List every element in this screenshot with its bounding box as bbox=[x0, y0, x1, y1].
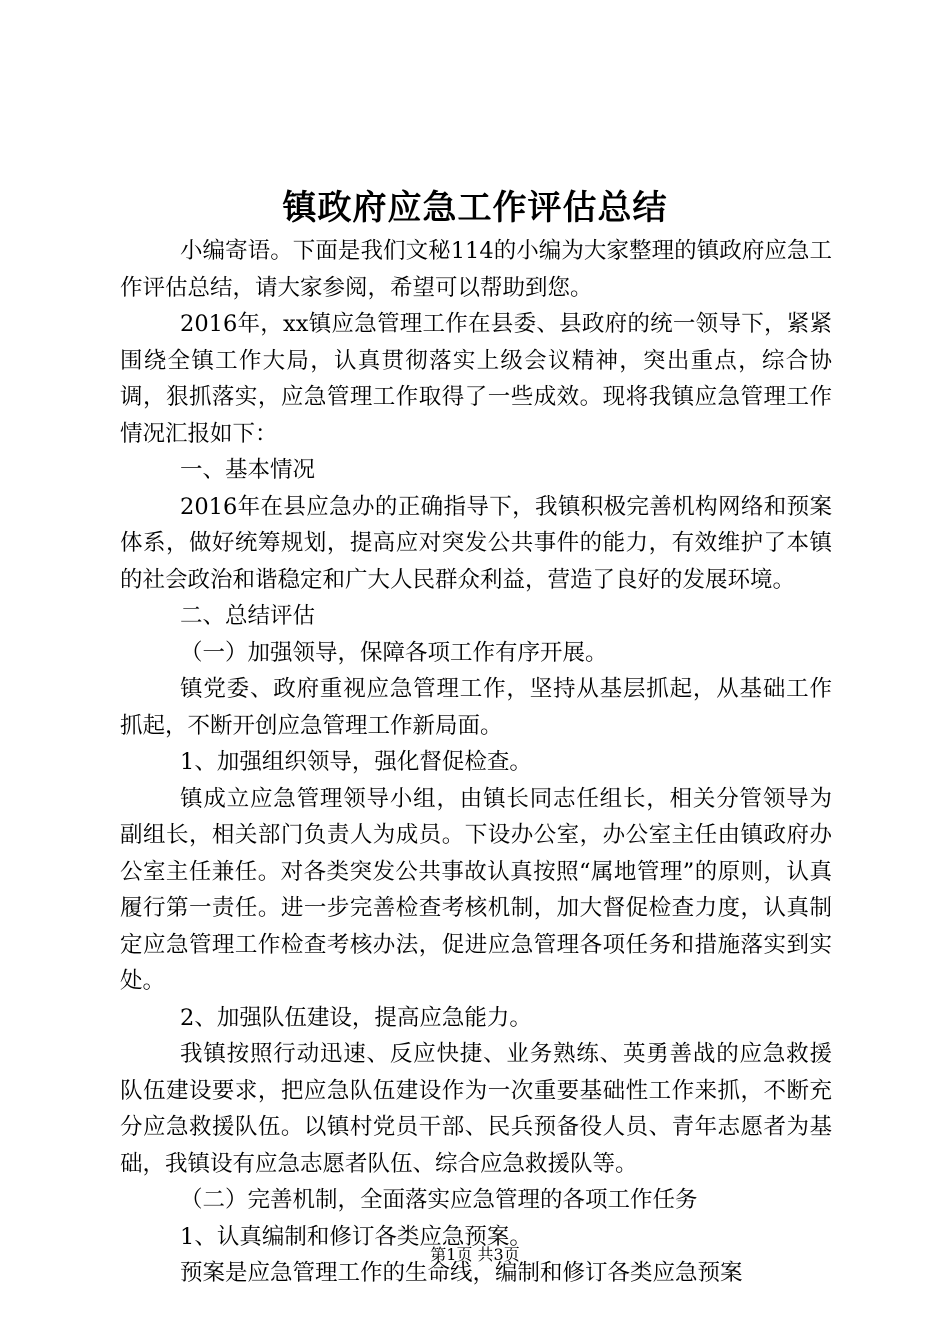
paragraph-summary: 2016年，xx镇应急管理工作在县委、县政府的统一领导下，紧紧围绕全镇工作大局，认真贯彻落实上级会议精神，突出重点，综合协调，狠抓落实，应急管理工作取得了一些成效。现将我镇应急管理工作情况汇报如下： bbox=[120, 311, 832, 447]
paragraph-basic: 2016年在县应急办的正确指导下，我镇积极完善机构网络和预案体系，做好统筹规划，提高应对突发公共事件的能力，有效维护了本镇的社会政治和谐稳定和广大人民群众利益，营造了良好的发展环境。 bbox=[120, 493, 832, 593]
paragraph-leadership: 镇党委、政府重视应急管理工作，坚持从基层抓起，从基础工作抓起，不断开创应急管理工作新局面。 bbox=[120, 676, 832, 739]
document-title: 镇政府应急工作评估总结 bbox=[282, 188, 668, 228]
section-heading-basic: 一、基本情况 bbox=[180, 457, 316, 483]
item-heading-plans: 1、认真编制和修订各类应急预案。 bbox=[180, 1223, 532, 1250]
subheading-mechanism: （二）完善机制，全面落实应急管理的各项工作任务 bbox=[180, 1187, 698, 1213]
item-heading-organization: 1、加强组织领导，强化督促检查。 bbox=[180, 749, 532, 775]
item-heading-team: 2、加强队伍建设，提高应急能力。 bbox=[180, 1004, 532, 1031]
paragraph-team: 我镇按照行动迅速、反应快捷、业务熟练、英勇善战的应急救援队伍建设要求，把应急队伍建设作为一次重要基础性工作来抓，不断充分应急救援队伍。以镇村党员干部、民兵预备役人员、青年志愿者为基础，我镇设有应急志愿者队伍、综合应急救援队等。 bbox=[120, 1041, 832, 1177]
subheading-leadership: （一）加强领导，保障各项工作有序开展。 bbox=[180, 639, 608, 666]
page-footer: 第1页 共3页 bbox=[430, 1245, 520, 1264]
document-body bbox=[120, 233, 832, 1292]
paragraph-plans: 预案是应急管理工作的生命线，编制和修订各类应急预案 bbox=[180, 1260, 743, 1286]
paragraph-intro: 小编寄语。下面是我们文秘114的小编为大家整理的镇政府应急工作评估总结，请大家参阅，希望可以帮助到您。 bbox=[120, 238, 832, 301]
paragraph-organization: 镇成立应急管理领导小组，由镇长同志任组长，相关分管领导为副组长，相关部门负责人为成员。下设办公室，办公室主任由镇政府办公室主任兼任。对各类突发公共事故认真按照“属地管理”的原则，认真履行第一责任。进一步完善检查考核机制，加大督促检查力度，认真制定应急管理工作检查考核办法，促进应急管理各项任务和措施落实到实处。 bbox=[120, 785, 832, 994]
section-heading-evaluation: 二、总结评估 bbox=[180, 603, 316, 629]
